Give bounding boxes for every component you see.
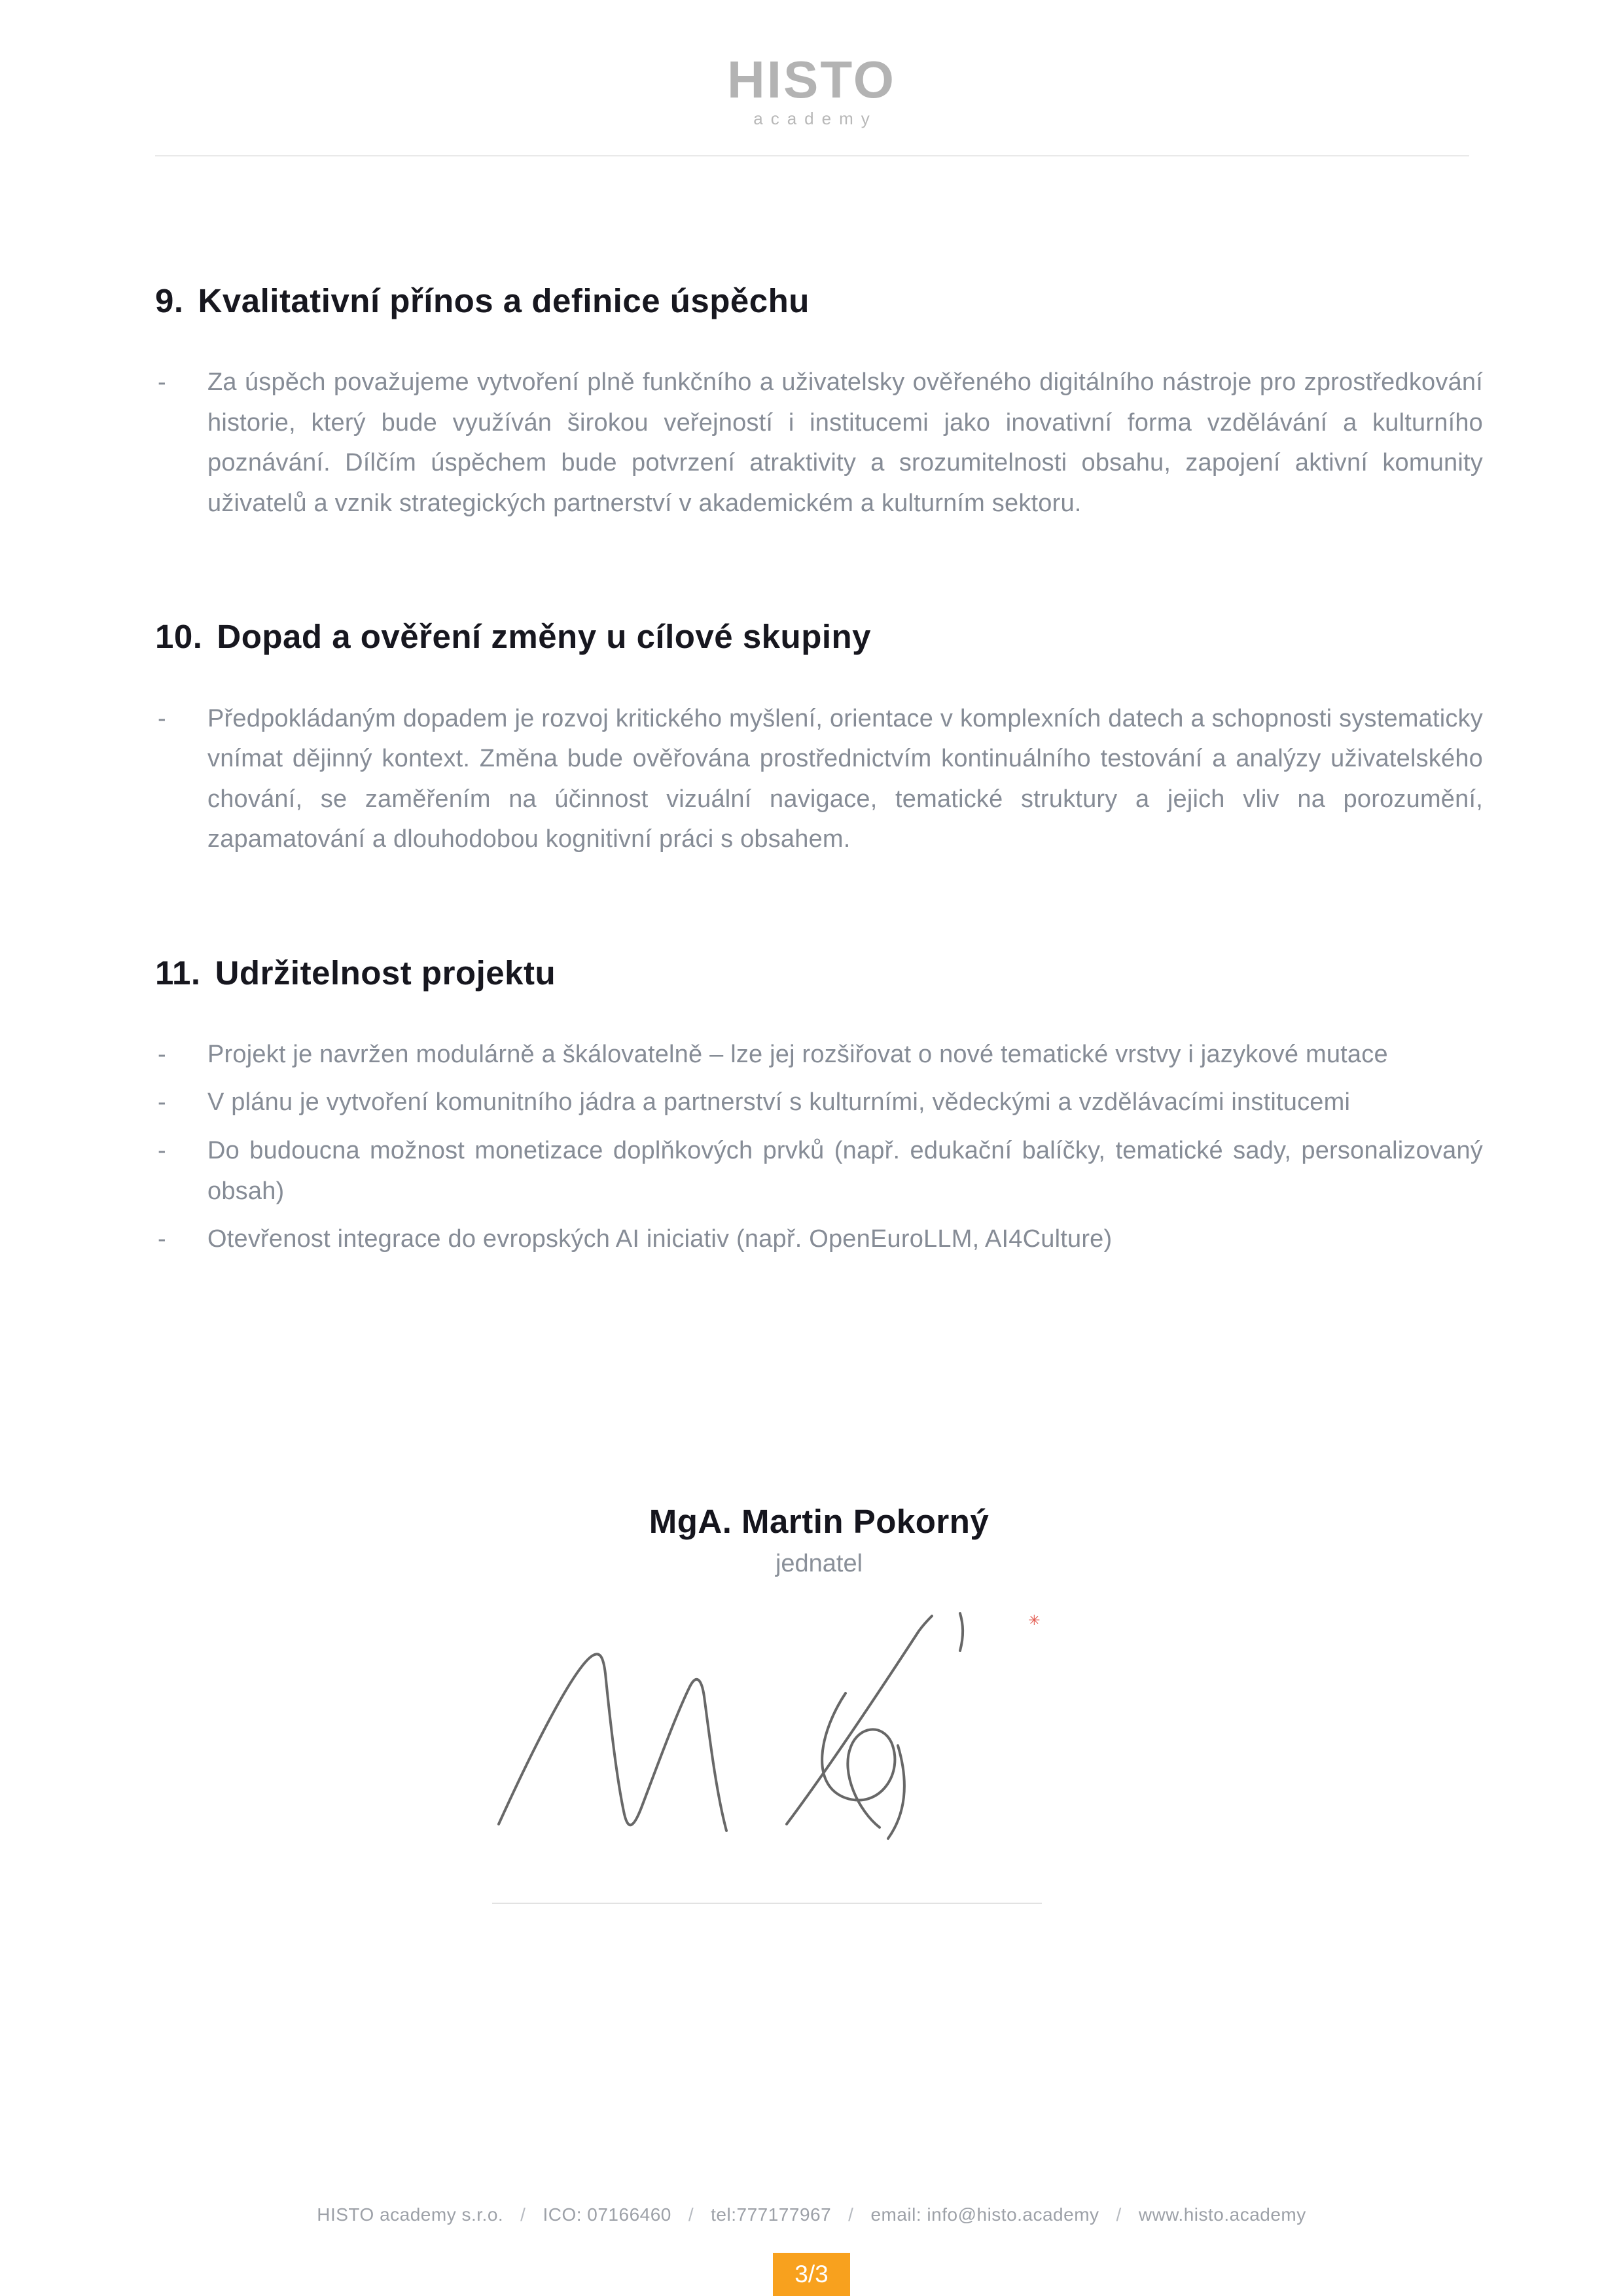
header (0, 0, 1623, 129)
section-9-title: Kvalitativní přínos a definice úspěchu (198, 282, 810, 319)
footer-separator: / (1116, 2204, 1122, 2225)
bullet-item (155, 1083, 1483, 1123)
bullet-text: Projekt je navržen modulárně a škálovatelně – lze jej rozšiřovat o nové tematické vrstvy i jazykové mutace (207, 1040, 1388, 1068)
bullet-text: Do budoucna možnost monetizace doplňkových prvků (např. edukační balíčky, tematické sady, personalizovaný obsah) (207, 1137, 1483, 1205)
footer-ico: ICO: 07166460 (543, 2204, 671, 2225)
header-divider (155, 155, 1469, 156)
bullet-text: Otevřenost integrace do evropských AI iniciativ (např. OpenEuroLLM, AI4Culture) (207, 1225, 1113, 1253)
bullet-item (155, 1219, 1483, 1260)
footer-separator: / (520, 2204, 526, 2225)
section-11-heading (155, 953, 1483, 993)
bullet-text: Předpokládaným dopadem je rozvoj kritického myšlení, orientace v komplexních datech a schopnosti systematicky vnímat dějinný kontext. Změna bude ověřována prostřednictvím kontinuálního testování a analýzy uživatelského chování, se zaměřením na účinnost vizuální navigace, tematické struktury a jejich vliv na porozumění, zapamatování a dlouhodobou kognitivní práci s obsahem. (207, 704, 1483, 853)
section-10-title: Dopad a ověření změny u cílové skupiny (217, 618, 872, 656)
signature-line (492, 1903, 1042, 1904)
section-10-number: 10. (155, 618, 203, 656)
document-content (0, 281, 1623, 1904)
bullet-marker: - (158, 1088, 166, 1117)
section-11 (155, 953, 1483, 1260)
bullet-marker: - (158, 368, 166, 397)
bullet-text: Za úspěch považujeme vytvoření plně funkčního a uživatelsky ověřeného digitálního nástroje pro zprostředkování historie, který bude využíván širokou veřejností i institucemi jako inovativní forma vzdělávání a kulturního poznávání. Dílčím úspěchem bude potvrzení atraktivity a srozumitelnosti obsahu, zapojení aktivní komunity uživatelů a vznik strategických partnerství v akademickém a kulturním sektoru. (207, 368, 1483, 517)
bullet-marker: - (158, 704, 166, 732)
section-10-heading (155, 617, 1483, 656)
bullet-marker: - (158, 1137, 166, 1165)
footer-email: email: info@histo.academy (870, 2204, 1099, 2225)
page-number-badge: 3/3 (773, 2253, 850, 2296)
bullet-item (155, 1035, 1483, 1075)
section-9-heading (155, 281, 1483, 321)
bullet-item (155, 699, 1483, 860)
section-11-number: 11. (155, 954, 201, 992)
bullet-text: V plánu je vytvoření komunitního jádra a partnerství s kulturními, vědeckými a vzdělávacími institucemi (207, 1088, 1351, 1117)
red-stamp-mark: ✳ (1028, 1611, 1041, 1628)
section-9-number: 9. (155, 282, 184, 319)
handwritten-signature (479, 1595, 1055, 1852)
logo-academy: academy (753, 109, 878, 128)
section-11-title: Udržitelnost projektu (215, 954, 556, 992)
section-10 (155, 617, 1483, 859)
signature-block (155, 1502, 1483, 1904)
logo-histo: HISTO (726, 50, 896, 109)
section-9 (155, 281, 1483, 524)
signatory-role: jednatel (775, 1549, 863, 1577)
footer-phone: tel:777177967 (711, 2204, 832, 2225)
footer (0, 2204, 1623, 2225)
bullet-item (155, 1131, 1483, 1211)
bullet-marker: - (158, 1040, 166, 1068)
footer-separator: / (848, 2204, 854, 2225)
footer-website: www.histo.academy (1138, 2204, 1306, 2225)
footer-separator: / (688, 2204, 694, 2225)
bullet-item (155, 363, 1483, 524)
bullet-marker: - (158, 1225, 166, 1253)
signature-strokes (479, 1595, 1055, 1852)
signatory-name: MgA. Martin Pokorný (649, 1502, 990, 1540)
footer-company: HISTO academy s.r.o. (317, 2204, 504, 2225)
